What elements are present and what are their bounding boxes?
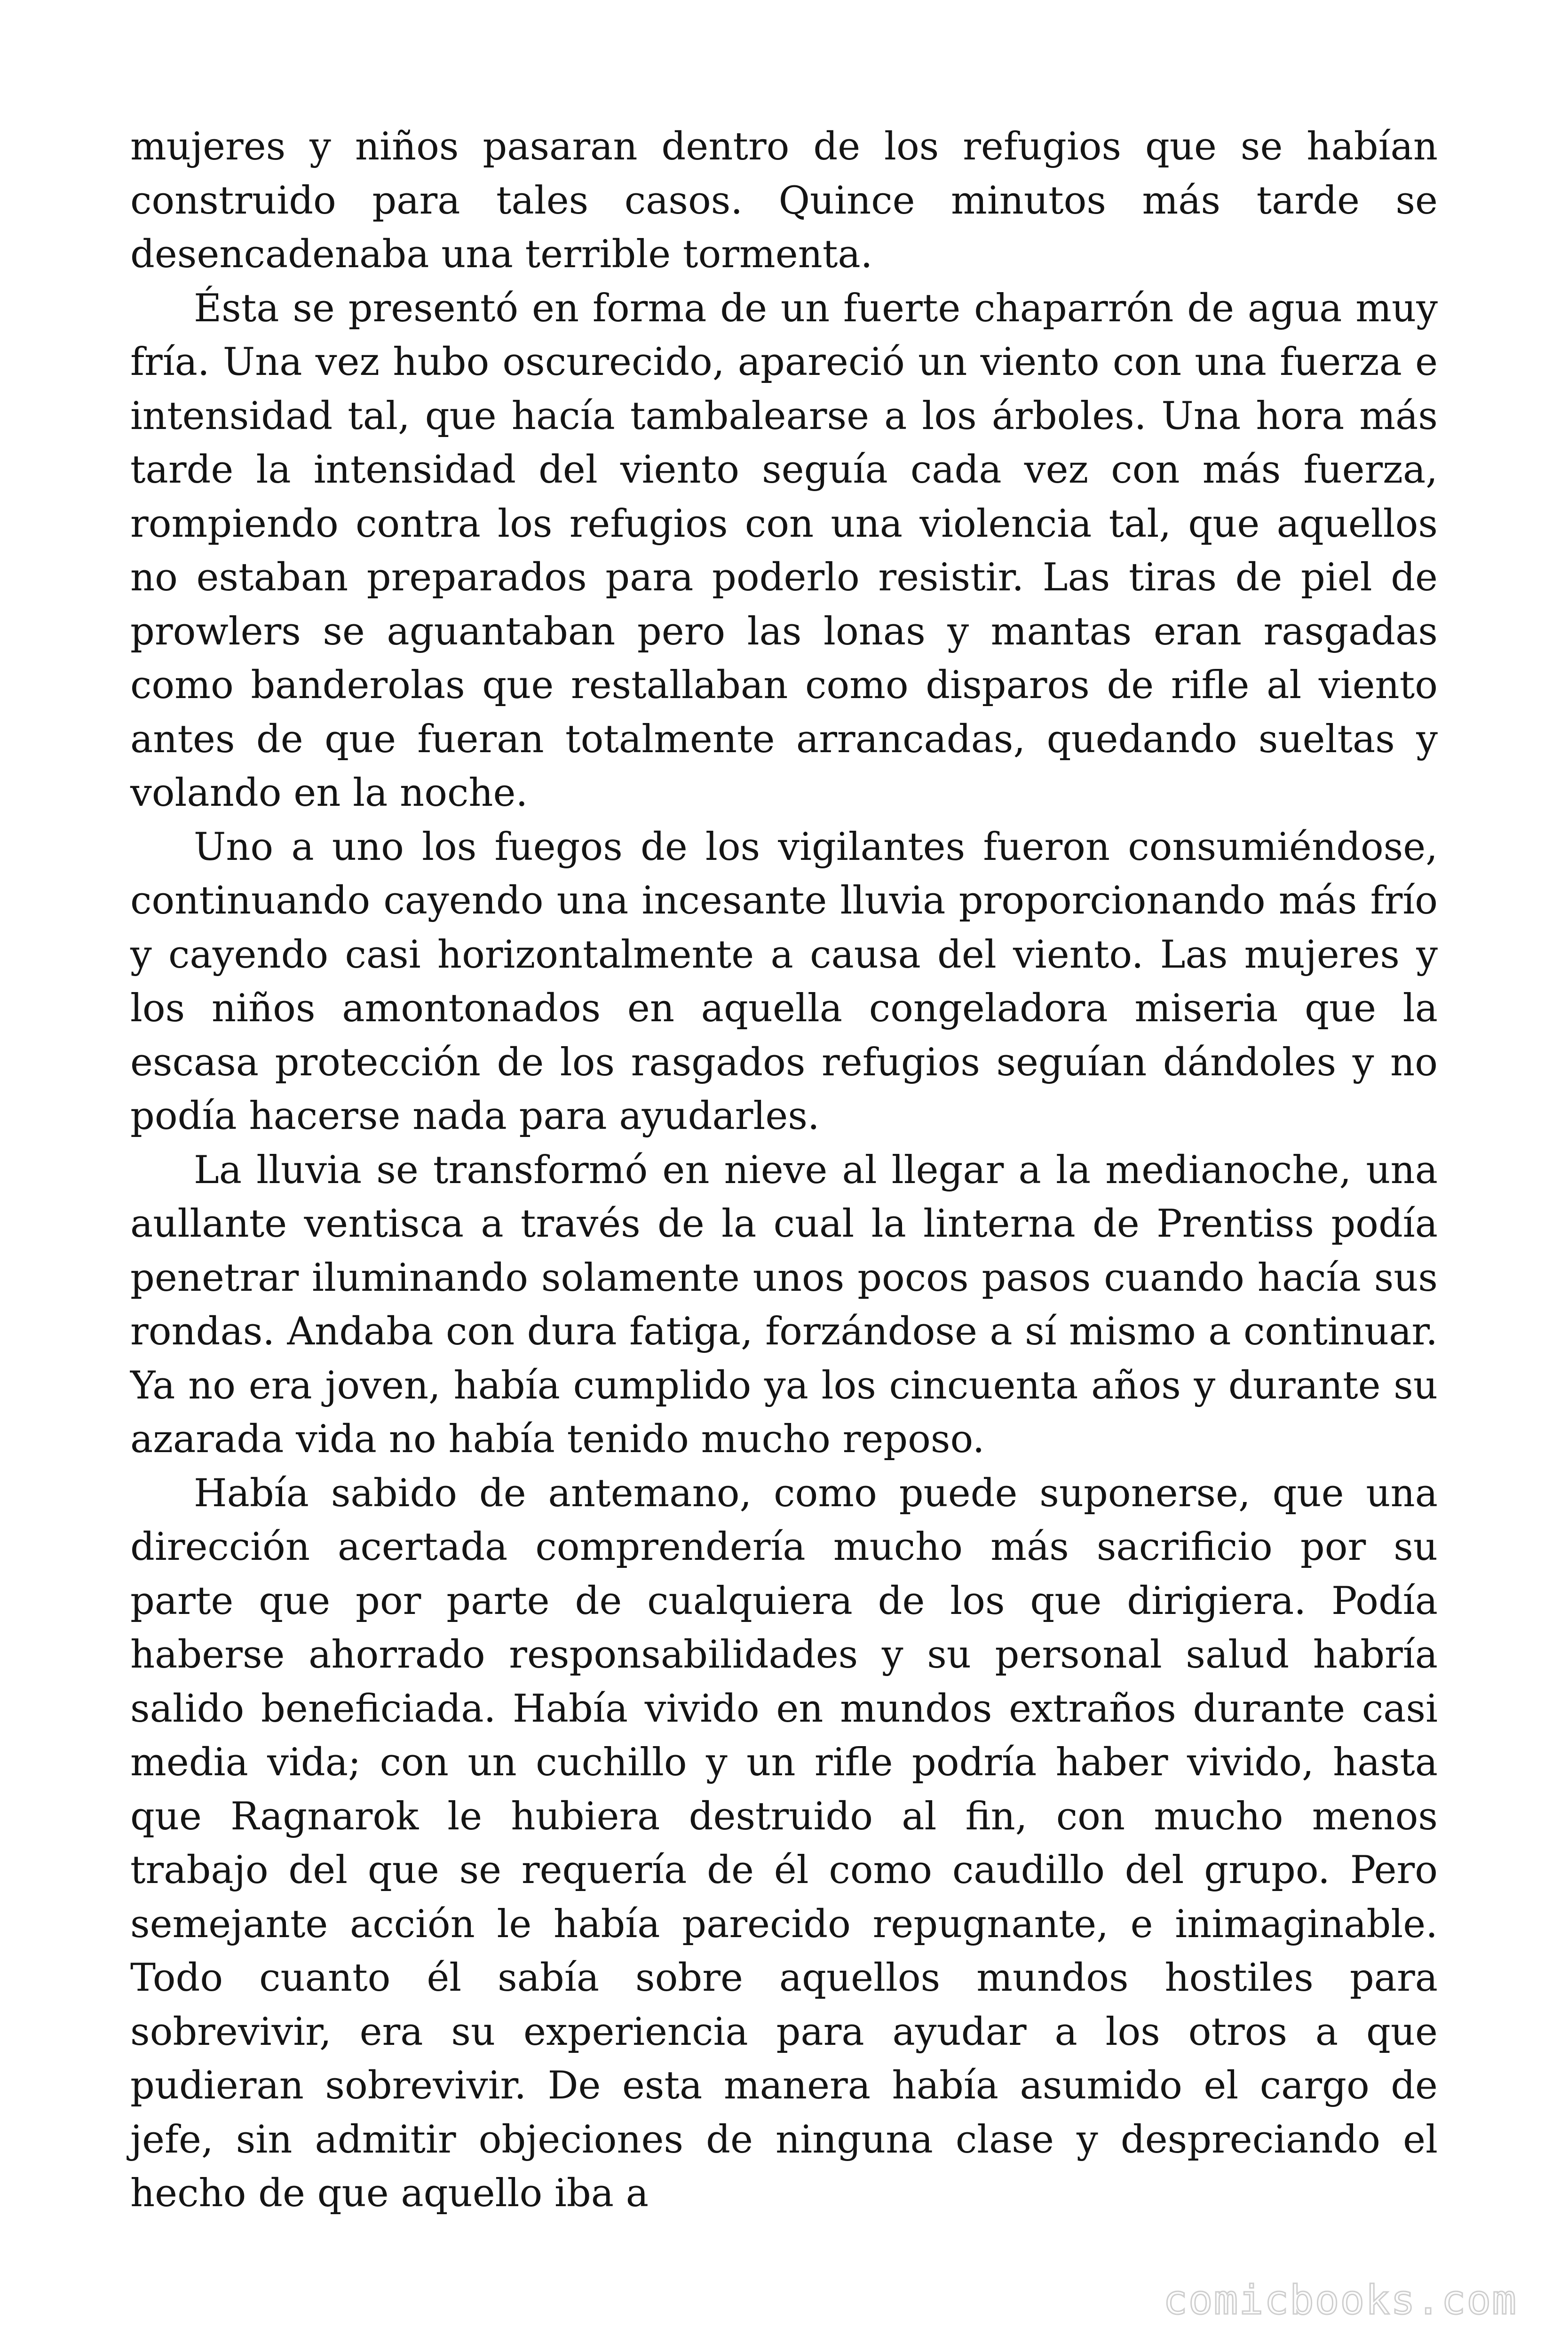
watermark: comicbooks.com (1163, 2277, 1517, 2324)
paragraph-5: Había sabido de antemano, como puede suponerse, que una dirección acertada comprendería mucho más sacrificio por su parte que por parte de cualquiera de los que dirigiera. Podía haberse ahorrado responsabilidades y su personal salud habría salido beneficiada. Había vivido en mundos extraños durante casi media vida; con un cuchillo y un rifle podría haber vivido, hasta que Ragnarok le hubiera destruido al fin, con mucho menos trabajo del que se requería de él como caudillo del grupo. Pero semejante acción le había parecido repugnante, e inimaginable. Todo cuanto él sabía sobre aquellos mundos hostiles para sobrevivir, era su experiencia para ayudar a los otros a que pudieran sobrevivir. De esta manera había asumido el cargo de jefe, sin admitir objeciones de ninguna clase y despreciando el hecho de que aquello iba a (130, 1471, 1438, 2216)
page-body (130, 120, 1438, 2221)
paragraph-3: Uno a uno los fuegos de los vigilantes fueron consumiéndose, continuando cayendo una incesante lluvia proporcionando más frío y cayendo casi horizontalmente a causa del viento. Las mujeres y los niños amontonados en aquella congeladora miseria que la escasa protección de los rasgados refugios seguían dándoles y no podía hacerse nada para ayudarles. (130, 825, 1438, 1138)
paragraph-1: mujeres y niños pasaran dentro de los refugios que se habían construido para tales casos. Quince minutos más tarde se desencadenaba una terrible tormenta. (130, 125, 1438, 277)
paragraph-4: La lluvia se transformó en nieve al llegar a la medianoche, una aullante ventisca a través de la cual la linterna de Prentiss podía penetrar iluminando solamente unos pocos pasos cuando hacía sus rondas. Andaba con dura fatiga, forzándose a sí mismo a continuar. Ya no era joven, había cumplido ya los cincuenta años y durante su azarada vida no había tenido mucho reposo. (130, 1148, 1438, 1462)
paragraph-2: Ésta se presentó en forma de un fuerte chaparrón de agua muy fría. Una vez hubo oscurecido, apareció un viento con una fuerza e intensidad tal, que hacía tambalearse a los árboles. Una hora más tarde la intensidad del viento seguía cada vez con más fuerza, rompiendo contra los refugios con una violencia tal, que aquellos no estaban preparados para poderlo resistir. Las tiras de piel de prowlers se aguantaban pero las lonas y mantas eran rasgadas como banderolas que restallaban como disparos de rifle al viento antes de que fueran totalmente arrancadas, quedando sueltas y volando en la noche. (130, 286, 1438, 815)
